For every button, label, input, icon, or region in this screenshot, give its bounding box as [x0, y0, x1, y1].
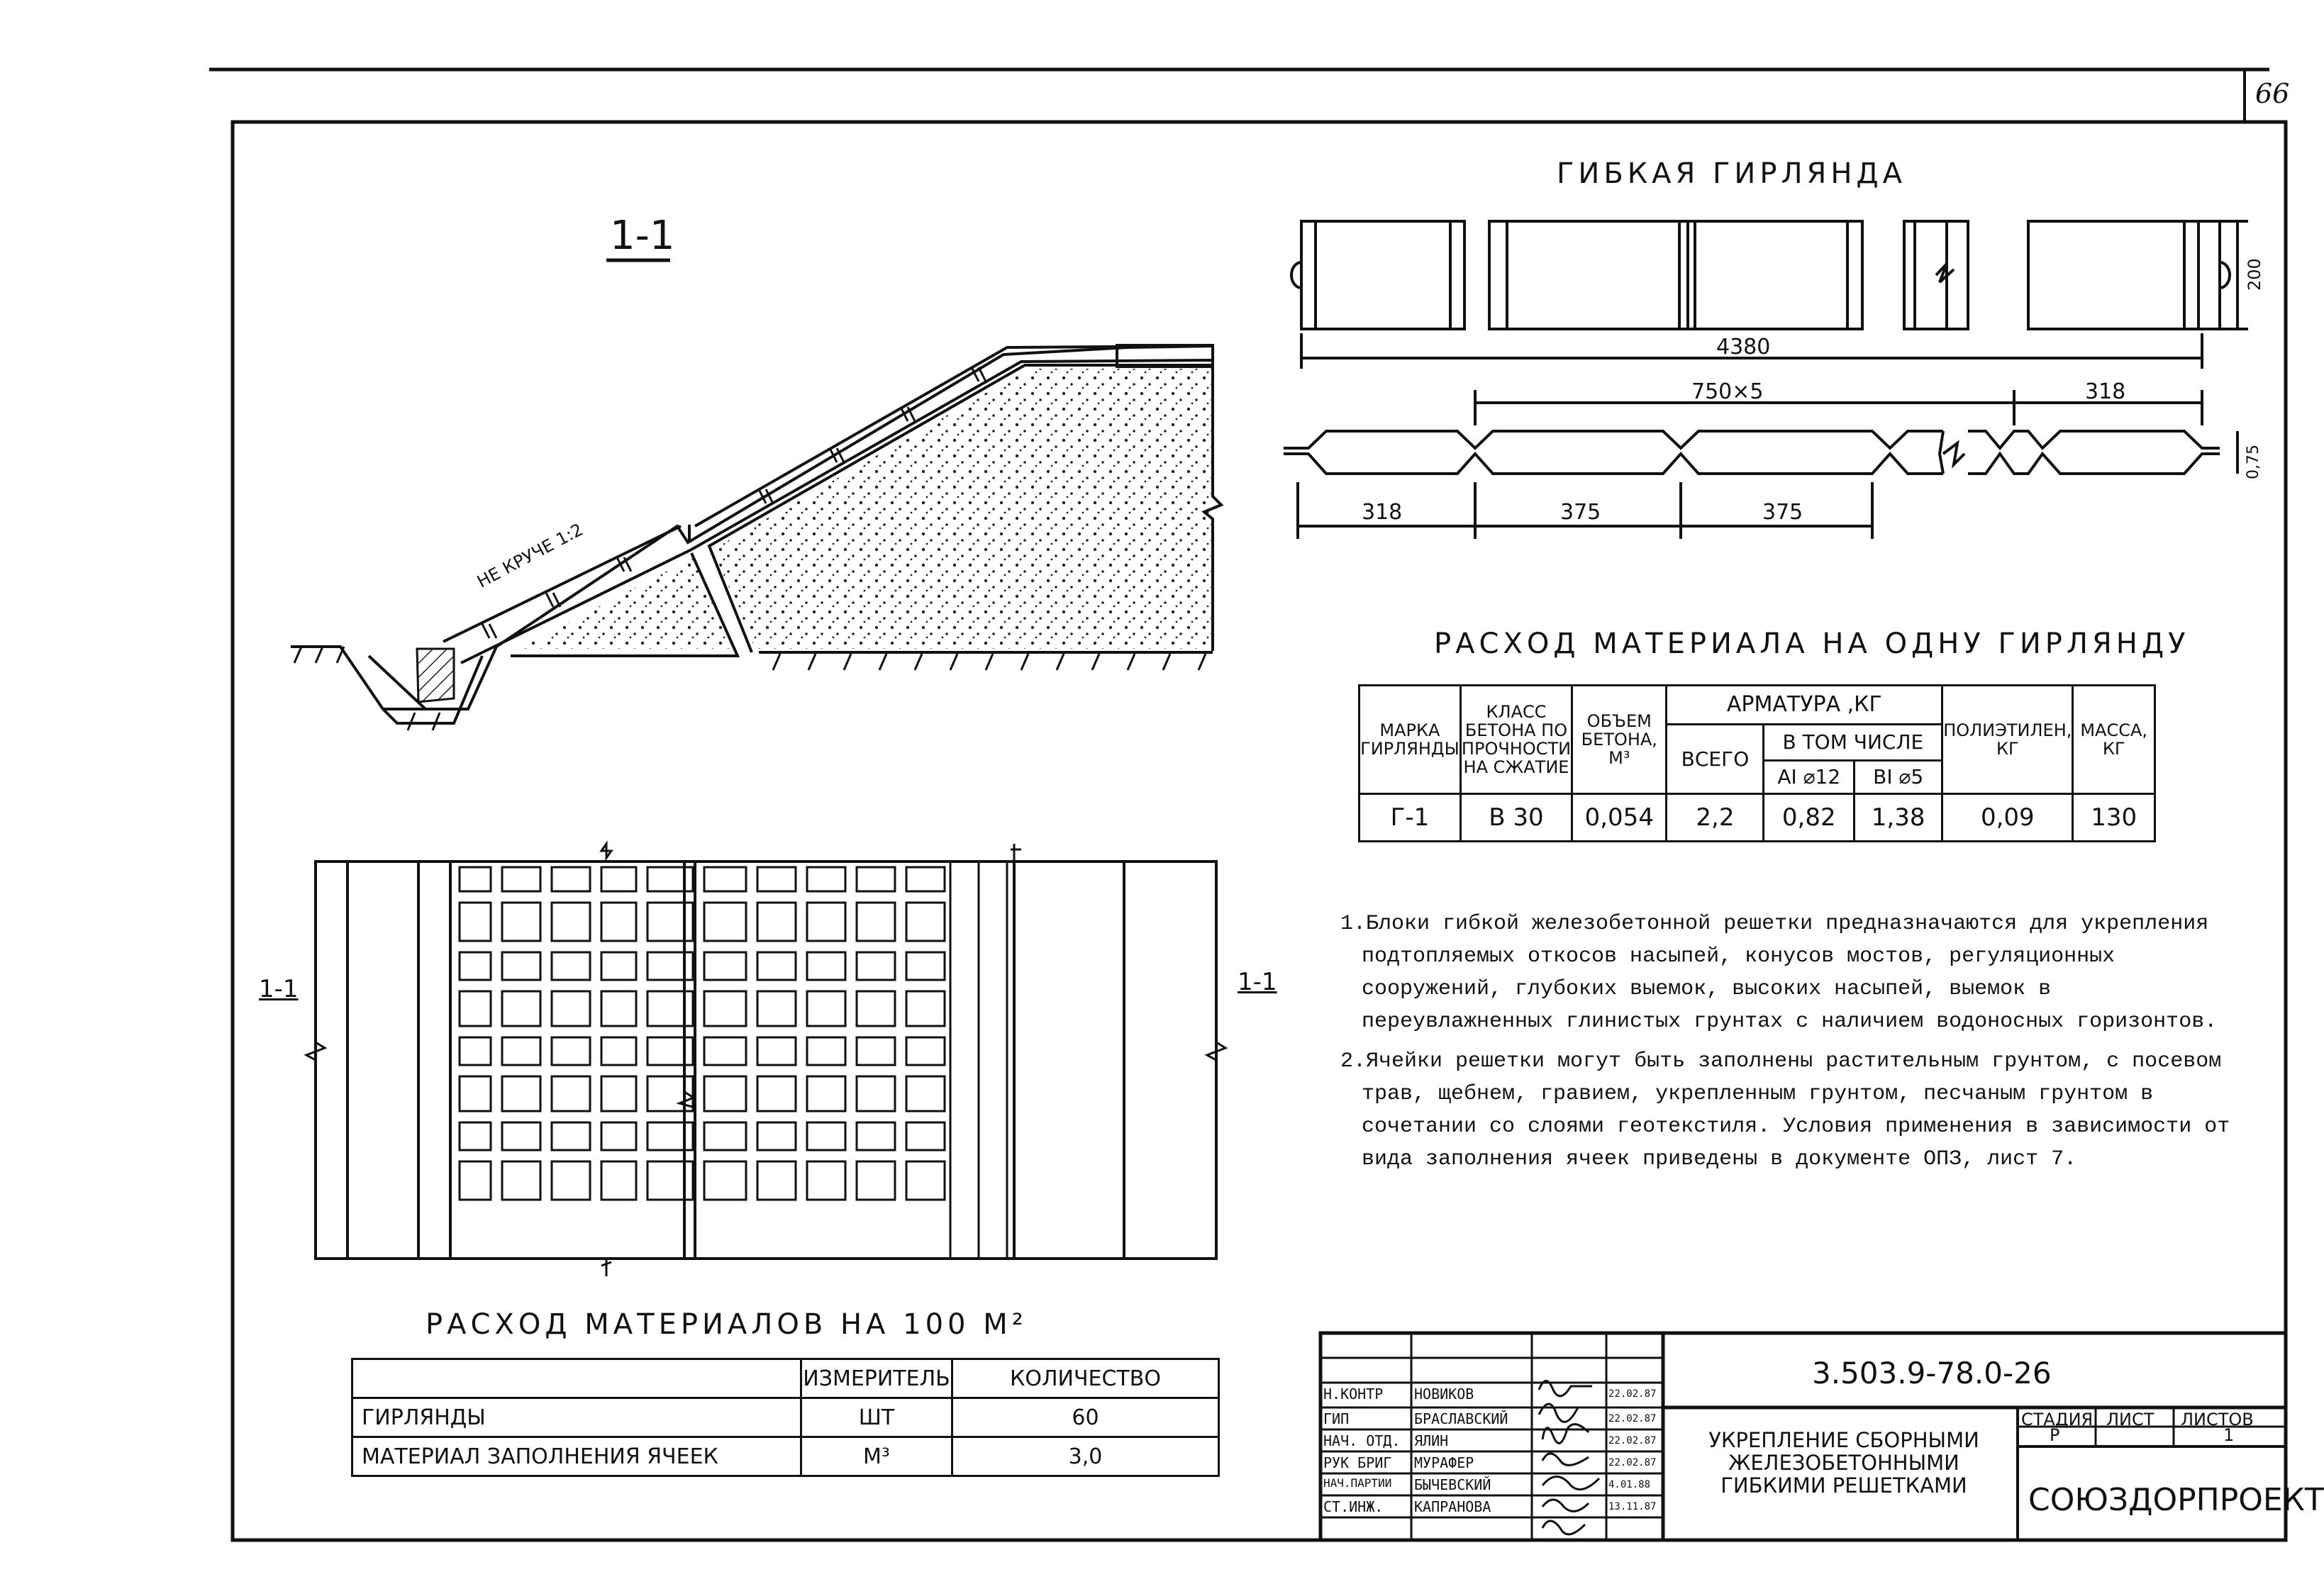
signatures: [1539, 1381, 1599, 1534]
grid-cell: [552, 1037, 590, 1065]
grid-cell: [704, 1122, 746, 1150]
materials-table-title: РАСХОД МАТЕРИАЛОВ НА 100 М²: [426, 1308, 1028, 1341]
stage-label: СТАДИЯ: [2021, 1410, 2094, 1429]
dim-mid-2: 375: [1762, 500, 1803, 525]
cut-marker-right: 1-1: [1238, 968, 1277, 996]
grid-cell: [857, 1161, 895, 1200]
mat-hdr-quantity: КОЛИЧЕСТВО: [952, 1359, 1219, 1398]
cell-ai: 0,82: [1764, 794, 1855, 842]
grid-cell: [807, 903, 845, 941]
toe-block: [417, 649, 454, 702]
hdr-rebar: АРМАТУРА ,КГ: [1667, 686, 1942, 725]
grid-cell: [552, 1076, 590, 1111]
hdr-including: В ТОМ ЧИСЛЕ: [1764, 725, 1942, 761]
grid-cell: [502, 1122, 540, 1150]
grid-cell: [704, 1161, 746, 1200]
grid-cell: [857, 1076, 895, 1111]
grid-cell: [502, 1037, 540, 1065]
hdr-concrete-class: КЛАСС БЕТОНА ПО ПРОЧНОСТИ НА СЖАТИЕ: [1460, 686, 1572, 794]
grid-cell: [552, 867, 590, 891]
grid-cell: [757, 1037, 796, 1065]
hdr-total: ВСЕГО: [1667, 725, 1764, 794]
hdr-bi: ВI ⌀5: [1855, 761, 1942, 794]
grid-cell: [807, 1122, 845, 1150]
garland-title: ГИБКАЯ ГИРЛЯНДА: [1557, 157, 1907, 190]
grid-cell: [807, 1037, 845, 1065]
dim-height: 200: [2245, 258, 2264, 291]
cell-total: 2,2: [1667, 794, 1764, 842]
sheets-value: 1: [2223, 1425, 2235, 1445]
note-1: 1.Блоки гибкой железобетонной решетки предназначаются для укрепления подтопляемых откосов насыпей, конусов мостов, регуляционных сооружений, глубоких выемок, высоких насыпей, выемок в переувлажненных глинистых грунтах с наличием водоносных горизонтов.: [1340, 912, 2218, 1034]
garland-material-table: [1358, 684, 2156, 842]
grid-cell: [906, 1122, 945, 1150]
materials-table: [351, 1358, 1220, 1477]
grid-cell: [601, 991, 636, 1026]
hdr-mark: МАРКА ГИРЛЯНДЫ: [1360, 686, 1461, 794]
staff-role: НАЧ. ОТД.: [1323, 1432, 1401, 1449]
staff-role: ГИП: [1323, 1410, 1350, 1427]
grid-cell: [807, 952, 845, 980]
grid-cell: [906, 991, 945, 1026]
staff-date: 22.02.87: [1608, 1435, 1657, 1446]
grid-cell: [460, 1037, 491, 1065]
mat-row-1-name: МАТЕРИАЛ ЗАПОЛНЕНИЯ ЯЧЕЕК: [352, 1437, 801, 1476]
grid-cell: [704, 867, 746, 891]
dim-thickness: 0,75: [2245, 445, 2262, 479]
grid-cell: [906, 1076, 945, 1111]
dim-pitch: 750×5: [1691, 379, 1764, 404]
slope-label: НЕ КРУЧЕ 1:2: [474, 519, 586, 592]
grid-cell: [552, 903, 590, 941]
grid-cell: [757, 1161, 796, 1200]
doc-code: 3.503.9-78.0-26: [1812, 1356, 2052, 1390]
grid-cell: [647, 1122, 693, 1150]
mat-row-0-qty: 60: [952, 1398, 1219, 1437]
grid-cell: [502, 903, 540, 941]
cell-mass: 130: [2073, 794, 2155, 842]
grid-cell: [460, 1122, 491, 1150]
staff-date: 4.01.88: [1608, 1479, 1651, 1490]
grid-cell: [552, 1161, 590, 1200]
grid-cell: [857, 952, 895, 980]
grid-cell: [502, 1076, 540, 1111]
grid-cell: [460, 1076, 491, 1111]
grid-cell: [704, 952, 746, 980]
grid-cell: [601, 867, 636, 891]
sheet-label: ЛИСТ: [2106, 1410, 2155, 1429]
grid-cell: [460, 991, 491, 1026]
grid-cell: [647, 1161, 693, 1200]
grid-cell: [807, 991, 845, 1026]
grid-cell: [502, 952, 540, 980]
staff-name: ЯЛИН: [1414, 1432, 1449, 1449]
grid-cell: [857, 991, 895, 1026]
staff-role: НАЧ.ПАРТИИ: [1323, 1476, 1392, 1490]
cell-mark: Г-1: [1360, 794, 1461, 842]
staff-date: 22.02.87: [1608, 1413, 1657, 1424]
notes: [1340, 908, 2255, 1183]
grid-cell: [601, 1161, 636, 1200]
grid-cell: [857, 1037, 895, 1065]
staff-name: НОВИКОВ: [1414, 1386, 1474, 1403]
staff-name: МУРАФЕР: [1414, 1454, 1474, 1471]
mat-row-0-name: ГИРЛЯНДЫ: [352, 1398, 801, 1437]
grid-cell: [601, 903, 636, 941]
grid-cell: [807, 867, 845, 891]
stage-value: Р: [2050, 1425, 2060, 1445]
mat-row-1-unit: М³: [801, 1437, 952, 1476]
dim-end-left: 318: [1362, 500, 1403, 525]
grid-cells: [460, 862, 1007, 1259]
staff-date: 13.11.87: [1608, 1501, 1657, 1512]
grid-cell: [857, 1122, 895, 1150]
cell-concrete-class: В 30: [1460, 794, 1572, 842]
grid-cell: [601, 952, 636, 980]
cell-poly: 0,09: [1942, 794, 2073, 842]
grid-cell: [906, 1037, 945, 1065]
grid-cell: [502, 867, 540, 891]
grid-cell: [460, 867, 491, 891]
grid-cell: [647, 991, 693, 1026]
staff-date: 22.02.87: [1608, 1388, 1657, 1400]
staff-name: БРАСЛАВСКИЙ: [1414, 1410, 1508, 1427]
grid-cell: [757, 991, 796, 1026]
grid-cell: [757, 1122, 796, 1150]
grid-cell: [647, 952, 693, 980]
grid-cell: [704, 1076, 746, 1111]
section-mark: 1-1: [610, 213, 675, 259]
mat-hdr-measure: ИЗМЕРИТЕЛЬ: [801, 1359, 952, 1398]
grid-cell: [601, 1037, 636, 1065]
grid-cell: [502, 1161, 540, 1200]
grid-cell: [552, 1122, 590, 1150]
doc-title: УКРЕПЛЕНИЕ СБОРНЫМИ ЖЕЛЕЗОБЕТОННЫМИ ГИБКИМИ РЕШЕТКАМИ: [1708, 1428, 1979, 1498]
grid-cell: [552, 991, 590, 1026]
grid-cell: [906, 867, 945, 891]
dim-total: 4380: [1716, 335, 1771, 359]
page-number: 66: [2255, 78, 2290, 109]
grid-cell: [757, 1076, 796, 1111]
note-2: 2.Ячейки решетки могут быть заполнены растительным грунтом, с посевом трав, щебнем, гравием, укрепленным грунтом, песчаным грунтом в сочетании со слоями геотекстиля. Условия применения в зависимости от вида заполнения ячеек приведены в документе ОПЗ, лист 7.: [1340, 1049, 2230, 1171]
grid-cell: [704, 991, 746, 1026]
staff-role: СТ.ИНЖ.: [1323, 1498, 1384, 1515]
staff-role: РУК БРИГ: [1323, 1454, 1392, 1471]
mat-hdr-0: [352, 1359, 801, 1398]
staff-name: БЫЧЕВСКИЙ: [1414, 1476, 1491, 1493]
staff-date: 22.02.87: [1608, 1457, 1657, 1468]
cut-marker-left: 1-1: [259, 975, 299, 1003]
grid-cell: [601, 1122, 636, 1150]
grid-cell: [906, 903, 945, 941]
grid-cell: [704, 1037, 746, 1065]
grid-cell: [906, 1161, 945, 1200]
grid-cell: [460, 952, 491, 980]
grid-cell: [857, 867, 895, 891]
hdr-volume: ОБЪЕМ БЕТОНА, М³: [1572, 686, 1667, 794]
grid-cell: [757, 903, 796, 941]
org-name: СОЮЗДОРПРОЕКТ: [2028, 1482, 2324, 1518]
grid-cell: [807, 1161, 845, 1200]
dim-end-top: 318: [2085, 379, 2126, 404]
cell-volume: 0,054: [1572, 794, 1667, 842]
grid-cell: [502, 991, 540, 1026]
grid-cell: [647, 867, 693, 891]
dim-mid-1: 375: [1560, 500, 1601, 525]
grid-cell: [647, 903, 693, 941]
grid-cell: [460, 903, 491, 941]
grid-cell: [552, 952, 590, 980]
mat-row-0-unit: ШТ: [801, 1398, 952, 1437]
staff-role: Н.КОНТР: [1323, 1386, 1384, 1403]
mat-row-1-qty: 3,0: [952, 1437, 1219, 1476]
grid-cell: [647, 1037, 693, 1065]
grid-cell: [906, 952, 945, 980]
sheets-label: ЛИСТОВ: [2181, 1410, 2254, 1429]
break-marks: [306, 844, 1225, 1276]
soil-fill-upper: [713, 369, 1213, 649]
grid-cell: [857, 903, 895, 941]
garland-side: [1284, 390, 2237, 539]
grid-cell: [601, 1076, 636, 1111]
grid-cell: [704, 903, 746, 941]
grid-cell: [757, 867, 796, 891]
grid-cell: [460, 1161, 491, 1200]
grid-cell: [807, 1076, 845, 1111]
garland-table-title: РАСХОД МАТЕРИАЛА НА ОДНУ ГИРЛЯНДУ: [1434, 628, 2190, 660]
grid-cell: [757, 952, 796, 980]
staff-name: КАПРАНОВА: [1414, 1498, 1491, 1515]
hdr-mass: МАССА, КГ: [2073, 686, 2155, 794]
cell-bi: 1,38: [1855, 794, 1942, 842]
hdr-poly: ПОЛИЭТИЛЕН, КГ: [1942, 686, 2073, 794]
hdr-ai: АI ⌀12: [1764, 761, 1855, 794]
